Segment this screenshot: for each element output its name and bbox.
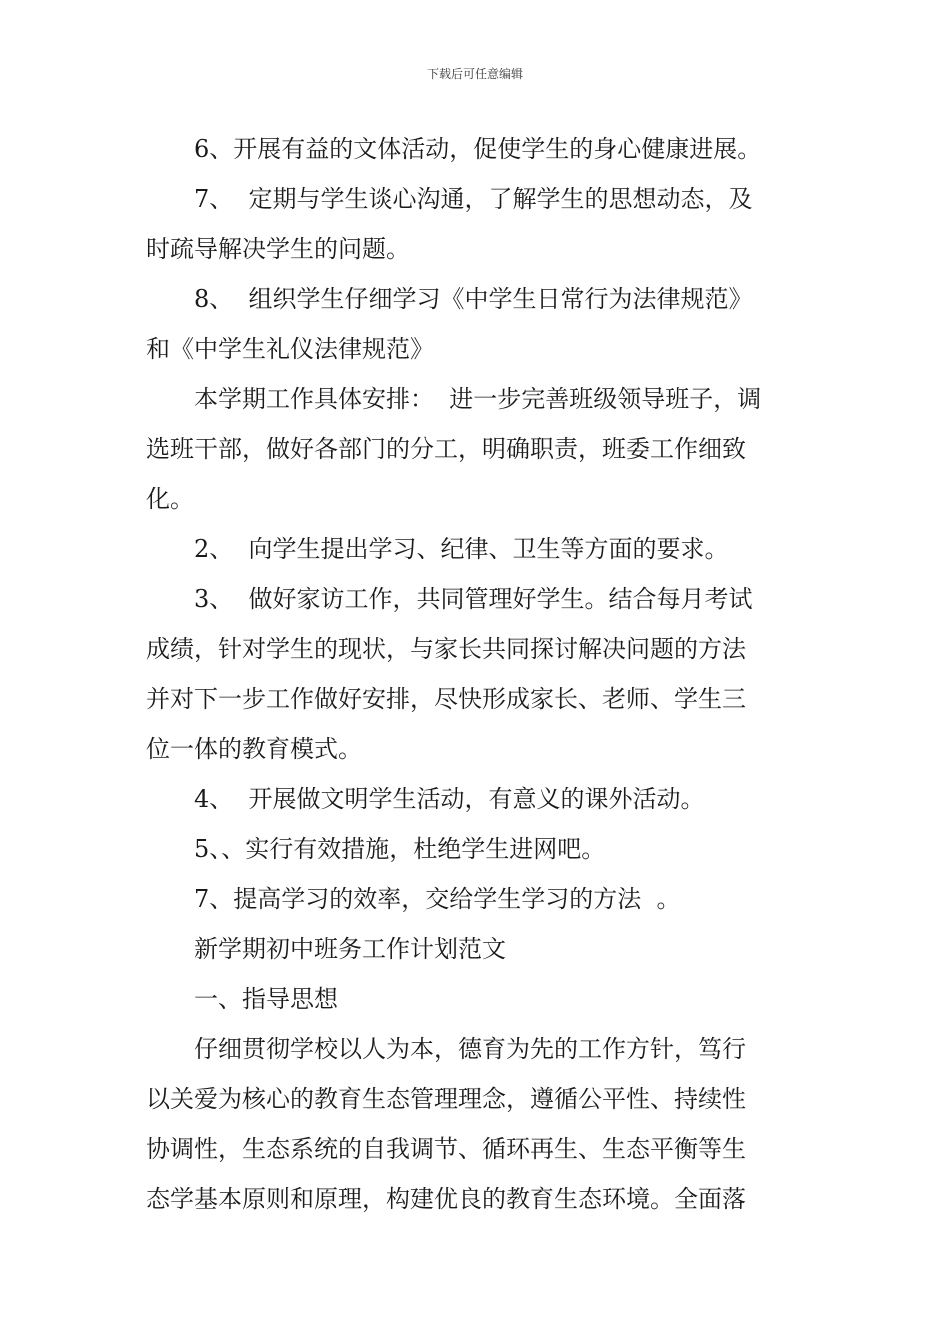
text-line: 化。 xyxy=(146,485,194,513)
text-line: 协调性，生态系统的自我调节、循环再生、生态平衡等生 xyxy=(146,1135,746,1163)
text-line: 8、 组织学生仔细学习《中学生日常行为法律规范》 xyxy=(194,285,753,313)
text-line: 新学期初中班务工作计划范文 xyxy=(194,935,506,963)
text-line: 7、 定期与学生谈心沟通，了解学生的思想动态，及 xyxy=(194,185,753,213)
text-line: 仔细贯彻学校以人为本，德育为先的工作方针，笃行 xyxy=(194,1035,746,1063)
text-line: 本学期工作具体安排： 进一步完善班级领导班子，调 xyxy=(194,385,762,413)
text-line: 并对下一步工作做好安排，尽快形成家长、老师、学生三 xyxy=(146,685,746,713)
page-header: 下载后可任意编辑 xyxy=(426,67,523,81)
text-line: 6、开展有益的文体活动，促使学生的身心健康进展。 xyxy=(194,135,762,163)
text-line: 时疏导解决学生的问题。 xyxy=(146,235,410,263)
text-line: 4、 开展做文明学生活动，有意义的课外活动。 xyxy=(194,785,705,813)
text-line: 位一体的教育模式。 xyxy=(146,735,362,763)
text-line: 和《中学生礼仪法律规范》 xyxy=(146,335,434,363)
text-line: 一、指导思想 xyxy=(194,985,338,1013)
text-line: 态学基本原则和原理，构建优良的教育生态环境。全面落 xyxy=(146,1185,746,1213)
text-line: 7、提高学习的效率，交给学生学习的方法 。 xyxy=(194,885,681,913)
text-line: 5、、实行有效措施，杜绝学生进网吧。 xyxy=(194,835,606,863)
document-body xyxy=(146,124,810,1224)
text-line: 成绩，针对学生的现状，与家长共同探讨解决问题的方法 xyxy=(146,635,746,663)
text-line: 3、 做好家访工作，共同管理好学生。结合每月考试 xyxy=(194,585,753,613)
text-line: 以关爱为核心的教育生态管理理念，遵循公平性、持续性 xyxy=(146,1085,746,1113)
text-line: 选班干部，做好各部门的分工，明确职责，班委工作细致 xyxy=(146,435,746,463)
text-line: 2、 向学生提出学习、纪律、卫生等方面的要求。 xyxy=(194,535,729,563)
